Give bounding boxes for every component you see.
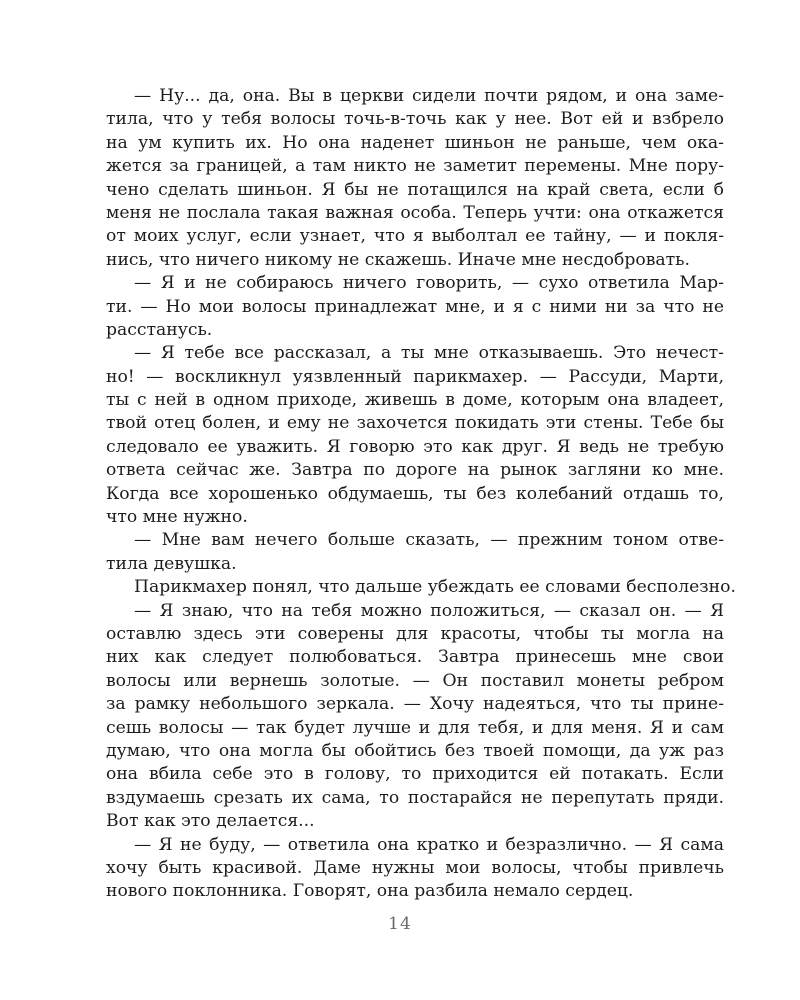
text-line: нись, что ничего никому не скажешь. Иначе мне несдобровать. — [106, 249, 690, 270]
text-line: — Ну... да, она. Вы в церкви сидели почти рядом, и она заме- — [134, 86, 724, 106]
text-line: за рамку небольшого зеркала. — Хочу надеяться, что ты прине- — [106, 694, 724, 715]
text-line: оставлю здесь эти соверены для красоты, чтобы ты могла на — [106, 623, 724, 644]
text-line: жется за границей, а там никто не заметит перемены. Мне пору- — [106, 156, 724, 177]
text-line: волосы или вернешь золотые. — Он поставил монеты ребром — [106, 670, 724, 691]
text-line: от моих услуг, если узнает, что я выболтал ее тайну, — и покля- — [106, 226, 724, 247]
text-line: Парикмахер понял, что дальше убеждать ее словами бесполезно. — [134, 577, 736, 598]
text-line: но! — воскликнул уязвленный парикмахер. — Рассуди, Марти, — [106, 366, 724, 387]
text-line: расстанусь. — [106, 319, 213, 340]
text-line: вздумаешь срезать их сама, то постарайся не перепутать пряди. — [106, 787, 724, 808]
text-line: чено сделать шиньон. Я бы не потащился на край света, если б — [106, 179, 724, 200]
text-line: меня не послала такая важная особа. Теперь учти: она откажется — [106, 202, 724, 223]
text-line: нового поклонника. Говорят, она разбила немало сердец. — [106, 881, 634, 902]
text-line: Вот как это делается... — [106, 811, 315, 832]
text-line: ты с ней в одном приходе, живешь в доме, которым она владеет, — [106, 390, 724, 411]
text-line: тила девушка. — [106, 553, 237, 574]
page-number: 14 — [388, 914, 412, 934]
text-line: — Я тебе все рассказал, а ты мне отказываешь. Это нечест- — [134, 343, 724, 364]
text-line: ти. — Но мои волосы принадлежат мне, и я с ними ни за что не — [106, 296, 724, 317]
body-text — [106, 85, 736, 904]
text-line: них как следует полюбоваться. Завтра принесешь мне свои — [106, 647, 724, 668]
text-line: — Мне вам нечего больше сказать, — прежним тоном отве- — [134, 530, 724, 551]
text-line: Когда все хорошенько обдумаешь, ты без колебаний отдашь то, — [106, 483, 724, 504]
text-line: — Я и не собираюсь ничего говорить, — сухо ответила Мар- — [134, 273, 724, 294]
text-line: сешь волосы — так будет лучше и для тебя, и для меня. Я и сам — [106, 717, 724, 738]
text-line: следовало ее уважить. Я говорю это как друг. Я ведь не требую — [106, 436, 724, 457]
text-line: что мне нужно. — [106, 507, 248, 528]
text-line: — Я знаю, что на тебя можно положиться, — сказал он. — Я — [134, 600, 724, 621]
text-line: хочу быть красивой. Даме нужны мои волосы, чтобы привлечь — [106, 857, 724, 878]
text-line: думаю, что она могла бы обойтись без твоей помощи, да уж раз — [106, 740, 724, 761]
text-line: тила, что у тебя волосы точь-в-точь как у нее. Вот ей и взбрело — [106, 109, 724, 130]
text-line: на ум купить их. Но она наденет шиньон не раньше, чем ока- — [106, 132, 724, 153]
text-line: твой отец болен, и ему не захочется покидать эти стены. Тебе бы — [106, 413, 724, 434]
text-line: — Я не буду, — ответила она кратко и безразлично. — Я сама — [134, 834, 724, 855]
text-line: она вбила себе это в голову, то приходится ей потакать. Если — [106, 764, 724, 785]
text-line: ответа сейчас же. Завтра по дороге на рынок загляни ко мне. — [106, 460, 724, 481]
